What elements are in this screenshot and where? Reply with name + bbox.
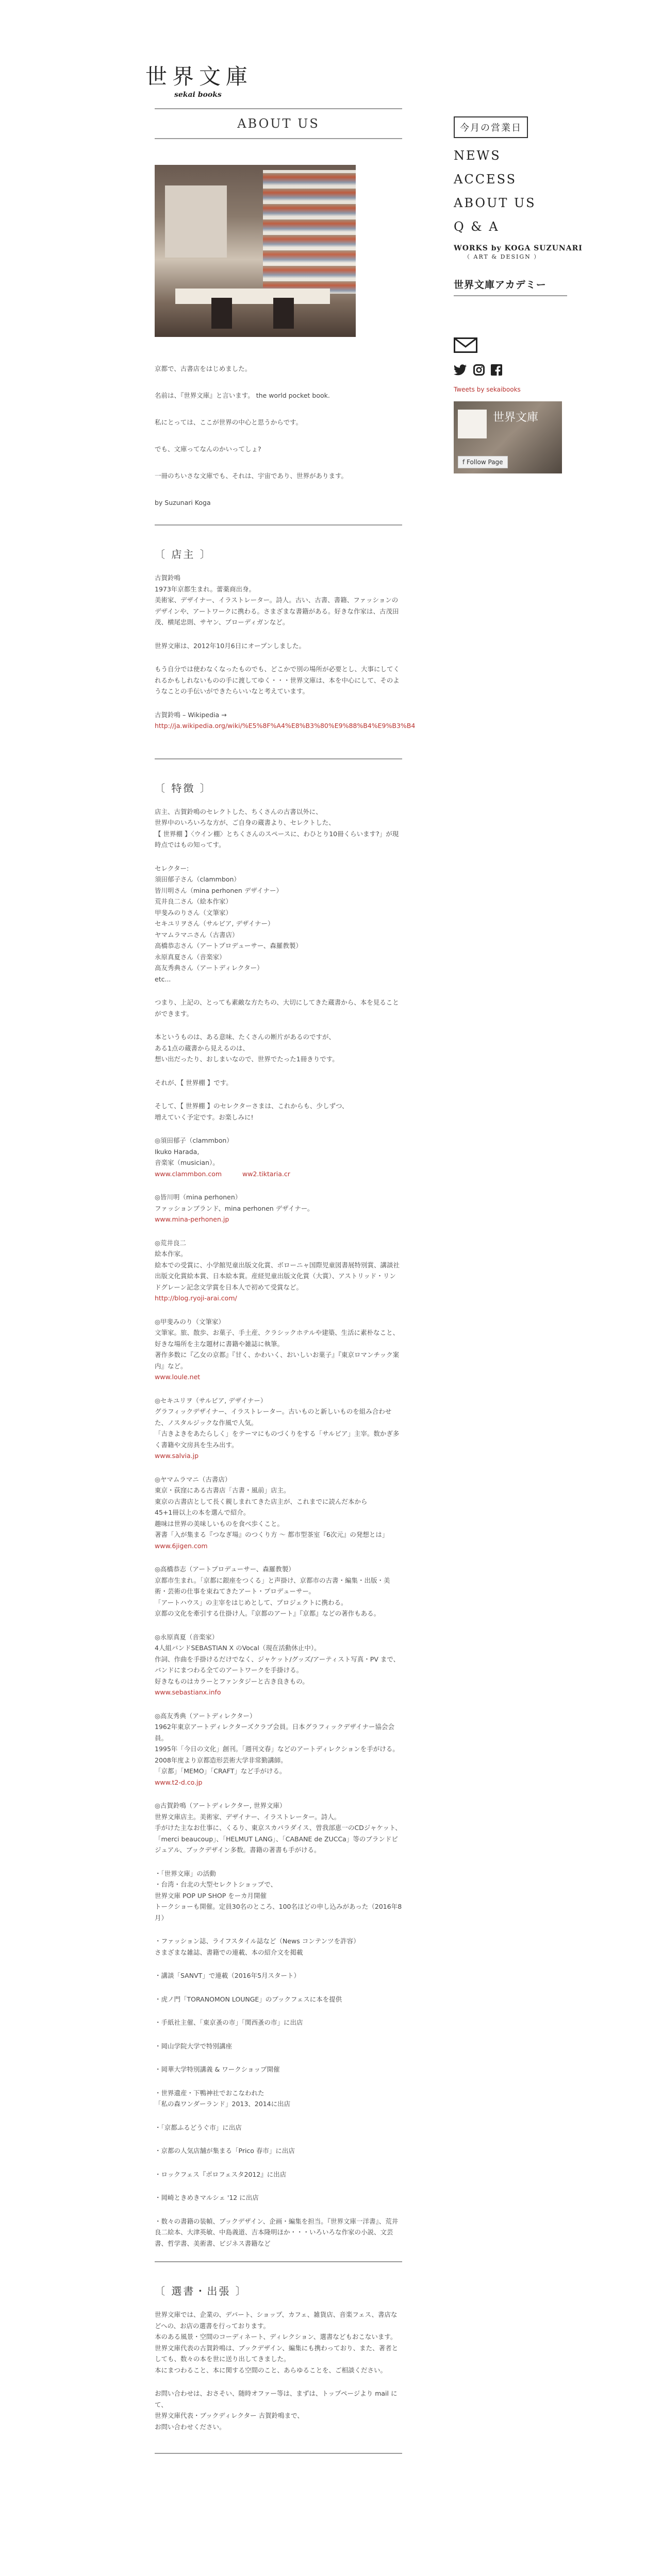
text-line: 甲斐みのりさん（文筆家） (155, 908, 233, 917)
owner-section-title: 〔 店主 〕 (155, 548, 212, 561)
text-line: 著書「入が集まる『つなぎ場』のつくり方 ～ 都市型茶室『6次元』の発想とは」 (155, 1531, 389, 1538)
text-line: 音楽家（musician）。 (155, 1159, 219, 1166)
owner-paragraph (155, 664, 402, 697)
text-line: etc... (155, 975, 171, 983)
sidebar (454, 116, 583, 473)
section-divider (155, 2453, 402, 2454)
features-paragraph (155, 806, 402, 851)
facebook-follow-button[interactable]: f Follow Page (458, 456, 508, 468)
text-line: 好きなものはカラーとファンタジーと古き良きもの。 (155, 1677, 309, 1685)
text-line: お問い合わせください。 (155, 2422, 226, 2431)
text-line: ◎セキユリヲ（サルビア, デザイナー） (155, 1396, 267, 1404)
selector-secondary-link[interactable]: ww2.tiktaria.cr (242, 1170, 290, 1178)
text-line: 【 世界棚 】〈ウイン棚〉とちくさんのスペースに、わひとり10冊くらいます?」が現時点ではもの知ってす。 (155, 829, 399, 849)
selector-website-link[interactable]: www.6jigen.com (155, 1541, 208, 1550)
selector-profile (155, 1632, 402, 1698)
text-line: 「私の森ワンダーランド」2013、2014に出店 (155, 2100, 291, 2108)
selector-profile (155, 2122, 402, 2133)
owner-paragraph (155, 572, 402, 628)
selector-profile (155, 1238, 402, 1304)
text-line: ◎荒井良二 (155, 1239, 186, 1247)
facebook-page-name: 世界文庫 (493, 411, 539, 424)
text-line: それが、【 世界棚 】です。 (155, 1078, 233, 1087)
text-line: ・京都の人気店舗が集まる「Prico 春市」に出店 (155, 2147, 295, 2155)
text-line: 1995年「今日の文化」創刊。「週刊文春」などのアートディレクションを手がける。 (155, 1745, 399, 1753)
intro-paragraph: 京都で、古書店をはじめました。 (155, 365, 252, 372)
selector-profile (155, 2017, 402, 2028)
selector-website-link[interactable]: www.salvia.jp (155, 1452, 199, 1460)
text-line: ・岡崎ときめきマルシェ '12 に出店 (155, 2194, 259, 2201)
text-line: 想い出だったり、おしまいなので、世界でたった1冊きりです。 (155, 1055, 339, 1063)
text-line: 45+1冊以上の本を選んで紹介。 (155, 1509, 250, 1516)
text-line: 店主、古賀鈴鳴のセレクトした、ちくさんの古書以外に、 (155, 807, 322, 816)
logo-japanese: 世界文庫 (145, 64, 253, 89)
selector-profile (155, 1710, 402, 1788)
text-line: ・「世界文庫」の活動 (155, 1869, 216, 1877)
selector-profile (155, 2088, 402, 2110)
text-line: 絵本での受賞に、小学館児童出版文化賞、ボローニャ国際児童図書展特別賞、講談社出版文化賞絵本賞、日本絵本賞。産経児童出版文化賞（大賞）、アストリッド・リンドグレーン記念文学賞を日本人で初めて受賞など。 (155, 1261, 400, 1291)
text-line: さまざまな雑誌、書籍での連載、本の紹介文を掲載 (155, 1948, 303, 1956)
selector-profile (155, 2064, 402, 2075)
text-line: 「京都」「MEMO」「CRAFT」など手がける。 (155, 1767, 286, 1775)
text-line: ◎皆川明（mina perhonen） (155, 1193, 242, 1201)
selector-profile (155, 1970, 402, 1981)
intro-paragraph: でも、文庫ってなんのかいってしょ? (155, 445, 261, 453)
nav-access[interactable]: ACCESS (454, 172, 517, 187)
selector-profile (155, 1800, 402, 1856)
text-line: 世界文庫代表の古賀鈴鳴は、ブックデザイン、編集にも携わっており、また、著者としても、数々の本を世に送り出してきました。 (155, 2344, 399, 2363)
purchase-section-body (155, 2309, 402, 2432)
features-paragraph (155, 1031, 402, 1065)
text-line: ◎高橋恭志（アートプロデューサー、森羅教製） (155, 1565, 295, 1573)
text-line: 「アートハウス」の主宰をはじめとして、プロジェクトに携わる。 (155, 1598, 347, 1606)
selector-website-link[interactable]: www.loule.net (155, 1373, 201, 1381)
selector-profile (155, 2041, 402, 2052)
text-line: 1962年東京アートディレクターズクラブ会員。日本グラフィックデザイナー協会会員。 (155, 1723, 394, 1742)
features-paragraph (155, 997, 402, 1019)
text-line: ・「京都ふるどうぐ市」に出店 (155, 2123, 242, 2131)
instagram-icon[interactable] (473, 364, 485, 376)
text-line: トークショーも開催。定員30名のところ、100名ほどの申し込みがあった（2016年8月） (155, 1903, 402, 1922)
selector-profile (155, 1994, 402, 2005)
text-line: ・ファッション誌、ライフスタイル誌など（News コンテンツを許容） (155, 1937, 360, 1945)
selector-profile (155, 1192, 402, 1225)
text-line: 荒井良二さん（絵本作家） (155, 897, 233, 905)
section-divider (155, 2261, 402, 2262)
text-line: ・岡華大学特別講義 & ワークショップ開催 (155, 2065, 280, 2073)
facebook-icon[interactable] (491, 364, 502, 376)
text-line: 世界文庫店主。美術家、デザイナー、イラストレーター。詩人。 (155, 1812, 341, 1821)
selector-profile (155, 1868, 402, 1924)
text-line: Ikuko Harada, (155, 1147, 200, 1156)
text-line: 「古きよきをあたらしく」をテーマにものづくりをする「サルビア」主宰。数かぎ多く書籍や文房具を生み出す。 (155, 1430, 400, 1449)
facebook-page-thumbnail (458, 410, 487, 438)
features-section-body (155, 806, 402, 2249)
mail-icon[interactable] (454, 337, 477, 353)
owner-section-body (155, 572, 416, 732)
text-line: 世界文庫 POP UP SHOP をーカ月開催 (155, 1891, 267, 1900)
text-line: 美術家、デザイナー、イラストレーター。詩人。古い、古書、書籍、ファッションのデザインや、アートワークに携わる。さまざまな書籍がある。好きな作家は、古茂田茂、横尾忠則、サヤン、ブローディガンなど。 (155, 596, 399, 626)
features-paragraph (155, 863, 402, 985)
text-line: ヤマムラマニさん（古書店） (155, 930, 239, 939)
intro-paragraph: 名前は、『世界文庫』と言います。 the world pocket book. (155, 392, 330, 399)
text-line: セキユリヲさん（サルビア, デザイナー） (155, 920, 274, 927)
text-line: ・講談「SANVT」で連載（2016年5月スタート） (155, 1972, 301, 1979)
features-section-title: 〔 特徴 〕 (155, 782, 212, 794)
text-line: ◎古賀鈴鳴（アートディレクター, 世界文庫） (155, 1802, 286, 1809)
logo-english: sekai books (174, 91, 222, 99)
text-line: 1973年京都生まれ。蕾薬商出身。 (155, 585, 256, 593)
intro-paragraph: 私にとっては、ここが世界の中心と思うからです。 (155, 418, 303, 426)
text-line: ・数々の書籍の装幀、ブックデザイン、企画・編集を担当。『世界文庫一洋書』、荒井良二絵本、大津英敏、中島義道、吉本隆明ほか・・・いろいろな作家の小説、文芸書、哲学書、美術書、ビジネス書籍など (155, 2217, 399, 2247)
text-line: ある1点の蔵書から見えるのは、 (155, 1044, 249, 1052)
text-line: 京都市生まれ。「京都に銀座をつくる」と声掛け、京都市の古書・編集・出版・美術・芸術の仕事を束ねてきたアート・プロデューサー。 (155, 1576, 390, 1595)
text-line: 本のある風景・空間のコーディネート、ディレクション、選書などもおこないます。 (155, 2333, 397, 2341)
sidebar-divider (454, 295, 567, 296)
selector-profile (155, 2216, 402, 2249)
text-line: 東京・荻窪にある古書店「古書・風前」店主。 (155, 1486, 290, 1494)
selector-website-link[interactable]: www.clammbon.com (155, 1170, 222, 1178)
text-line: 増えていく予定です。お楽しみに! (155, 1113, 254, 1121)
selector-website-link[interactable]: http://blog.ryoji-arai.com/ (155, 1294, 237, 1302)
works-title: WORKS by KOGA SUZUNARI (454, 244, 583, 252)
nav-qa[interactable]: Q & A (454, 219, 500, 234)
text-line: 本にまつわること、本に関する空間のこと、あらゆることを、ご相談ください。 (155, 2366, 387, 2374)
purchase-paragraph (155, 2388, 402, 2432)
intro-paragraph: by Suzunari Koga (155, 499, 211, 506)
text-line: 東京の古書店として長く親しまれてきた店主が、これまでに読んだ本から (155, 1497, 368, 1505)
text-line: ◎甲斐みのり（文筆家） (155, 1317, 225, 1326)
text-line: ◎ヤマムラマニ（古書店） (155, 1475, 231, 1483)
section-divider (155, 524, 402, 526)
selector-profile (155, 2145, 402, 2157)
page-title: ABOUT US (237, 116, 320, 131)
business-days-button[interactable]: 今月の営業日 (454, 116, 528, 138)
text-line: 世界文庫では、企業の、デパート、ショップ、カフェ、雑貨店、音楽フェス、書店などへの、お店の選書を行っております。 (155, 2311, 398, 2330)
text-line: 世界文庫代表・ブックディレクター 古賀鈴鳴まで、 (155, 2412, 304, 2419)
intro-paragraph: 一冊のちいさな文庫でも、それは、宇宙であり、世界があります。 (155, 472, 348, 480)
tweets-link[interactable]: Tweets by sekaibooks (454, 386, 521, 393)
text-line: グラフィックデザイナー、イラストレーター。古いものと新しいものを組み合わせた、ノスタルジックな作風で人気。 (155, 1408, 392, 1427)
social-icons (454, 364, 567, 376)
text-line: 絵本作家。 (155, 1250, 187, 1258)
owner-paragraph (155, 640, 402, 652)
shop-interior-photo (155, 165, 356, 337)
selector-profile (155, 1316, 402, 1383)
text-line: 2008年度より京都造形芸術大学非常勤講師。 (155, 1756, 287, 1764)
text-line: 永原真夏さん（音楽家） (155, 953, 226, 961)
text-line: セレクター: (155, 864, 189, 872)
text-line: 高友秀典さん（アートディレクター） (155, 964, 263, 972)
text-line: ◎高友秀典（アートディレクター） (155, 1711, 256, 1720)
text-line: ・世界遺産・下鴨神社でおこなわれた (155, 2089, 264, 2097)
selector-profile (155, 1395, 402, 1462)
wikipedia-label: 古賀鈴鳴 – Wikipedia → (155, 710, 227, 719)
wikipedia-link[interactable]: http://ja.wikipedia.org/wiki/%E5%8F%A4%E8%B3%80%E9%88%B4%E9%B3%B4 (155, 722, 416, 730)
selector-profile (155, 1936, 402, 1958)
nav-about-us[interactable]: ABOUT US (454, 196, 536, 210)
text-line: 高橋恭志さん（アートプロデューサー、森羅教製） (155, 942, 302, 950)
text-line: 本というものは、ある意味、たくさんの断片があるのですが、 (155, 1033, 336, 1041)
text-line: 4人組バンドSEBASTIAN X のVocal（現在活動休止中）。 (155, 1644, 321, 1652)
text-line: ・ロックフェス『ボロフェスタ2012』に出店 (155, 2170, 287, 2178)
title-divider-bottom (155, 138, 402, 139)
purchase-paragraph (155, 2309, 402, 2376)
facebook-page-widget[interactable] (454, 401, 562, 473)
text-line: 世界文庫は、2012年10月6日にオープンしました。 (155, 641, 306, 650)
selector-website-link[interactable]: www.mina-perhonen.jp (155, 1215, 229, 1223)
site-logo[interactable] (145, 66, 264, 99)
text-line: 手がけた主なお仕事に、くるり、東京スカパラダイス、曽我部恵一のCDジャケット、「merci beaucoup」、「HELMUT LANG」、「CABANE de ZUCCa」等のブランドビジュアル、ブックデザイン多数。書籍の著書も手がける。 (155, 1824, 402, 1854)
intro-text (155, 364, 402, 508)
text-line: 文筆家。旅、散歩、お菓子、手土産、クラシックホテルや建築、生活に素朴なこと、好きな場所を主な題材に書籍や雑誌に執筆。 (155, 1329, 400, 1348)
text-line: ◎須田郁子（clammbon） (155, 1137, 233, 1144)
text-line: 著作多数に『乙女の京都』『甘く、かわいく、おいしいお菓子』『東京ロマンチック案内』など。 (155, 1351, 400, 1370)
section-divider (155, 758, 402, 759)
text-line: 趣味は世界の美味しいものを食べ歩くこと。 (155, 1519, 284, 1528)
academy-link[interactable]: 世界文庫アカデミー (454, 279, 547, 291)
selector-profile (155, 1135, 402, 1179)
selector-profile (155, 2169, 402, 2180)
selector-profile (155, 2192, 402, 2204)
text-line: 世界中のいろいろな方が、ご自身の蔵書より、セレクトした、 (155, 819, 335, 826)
text-line: ・手紙社主催、「東京蚤の市」「関西蚤の市」に出店 (155, 2019, 303, 2026)
selector-website-link[interactable]: www.t2-d.co.jp (155, 1778, 203, 1786)
works-subtitle: （ ART & DESIGN ） (464, 253, 541, 260)
selector-website-link[interactable]: www.sebastianx.info (155, 1688, 221, 1696)
text-line: ・岡山学院大学で特別講座 (155, 2042, 233, 2050)
text-line: 古賀鈴鳴 (155, 574, 181, 582)
twitter-icon[interactable] (454, 364, 467, 376)
selector-profile (155, 1474, 402, 1552)
text-line: ファッションブランド、mina perhonen デザイナー。 (155, 1204, 314, 1212)
features-paragraph (155, 1100, 402, 1123)
text-line: もう自分では使わなくなったものでも、どこかで別の場所が必要とし、大事にしてくれるかもしれないものの手に渡してゆく・・・世界文庫は、本を中心にして、そのようなことの手伝いができたらいいなと考えています。 (155, 665, 400, 695)
text-line: そして、【 世界棚 】のセレクターさまは、これからも、少しずつ、 (155, 1102, 349, 1110)
nav-news[interactable]: NEWS (454, 148, 501, 163)
text-line: 京都の文化を牽引する仕掛け人。『京都のアート』『京都』などの著作もある。 (155, 1609, 380, 1617)
main-content (155, 108, 416, 2454)
text-line: 皆川明さん（mina perhonen デザイナー） (155, 886, 283, 894)
works-link[interactable] (454, 244, 583, 261)
purchase-section-title: 〔 選書・出張 〕 (155, 2285, 247, 2297)
text-line: 作詞、作曲を手掛けるだけでなく、ジャケット/グッズ/アーティスト写真・PV まで、バンドにまつわる全てのアートワークを手掛ける。 (155, 1655, 400, 1674)
selector-profile (155, 1564, 402, 1619)
text-line: ・虎ノ門「TORANOMON LOUNGE」のブックフェスに本を提供 (155, 1995, 342, 2003)
features-paragraph (155, 1077, 402, 1089)
text-line: 須田郁子さん（clammbon） (155, 875, 240, 883)
title-divider-top (155, 108, 402, 109)
text-line: ◎永原真夏（音楽家） (155, 1633, 219, 1641)
text-line: お問い合わせは、おさそい、随時オファー等は、まずは、トップページより mail にて、 (155, 2389, 398, 2409)
text-line: ・台湾・台北の大型セレクトショップで、 (155, 1880, 277, 1888)
text-line: つまり、上記の、とっても素敵な方たちの、大切にしてきた蔵書から、本を見ることができます。 (155, 998, 399, 1018)
